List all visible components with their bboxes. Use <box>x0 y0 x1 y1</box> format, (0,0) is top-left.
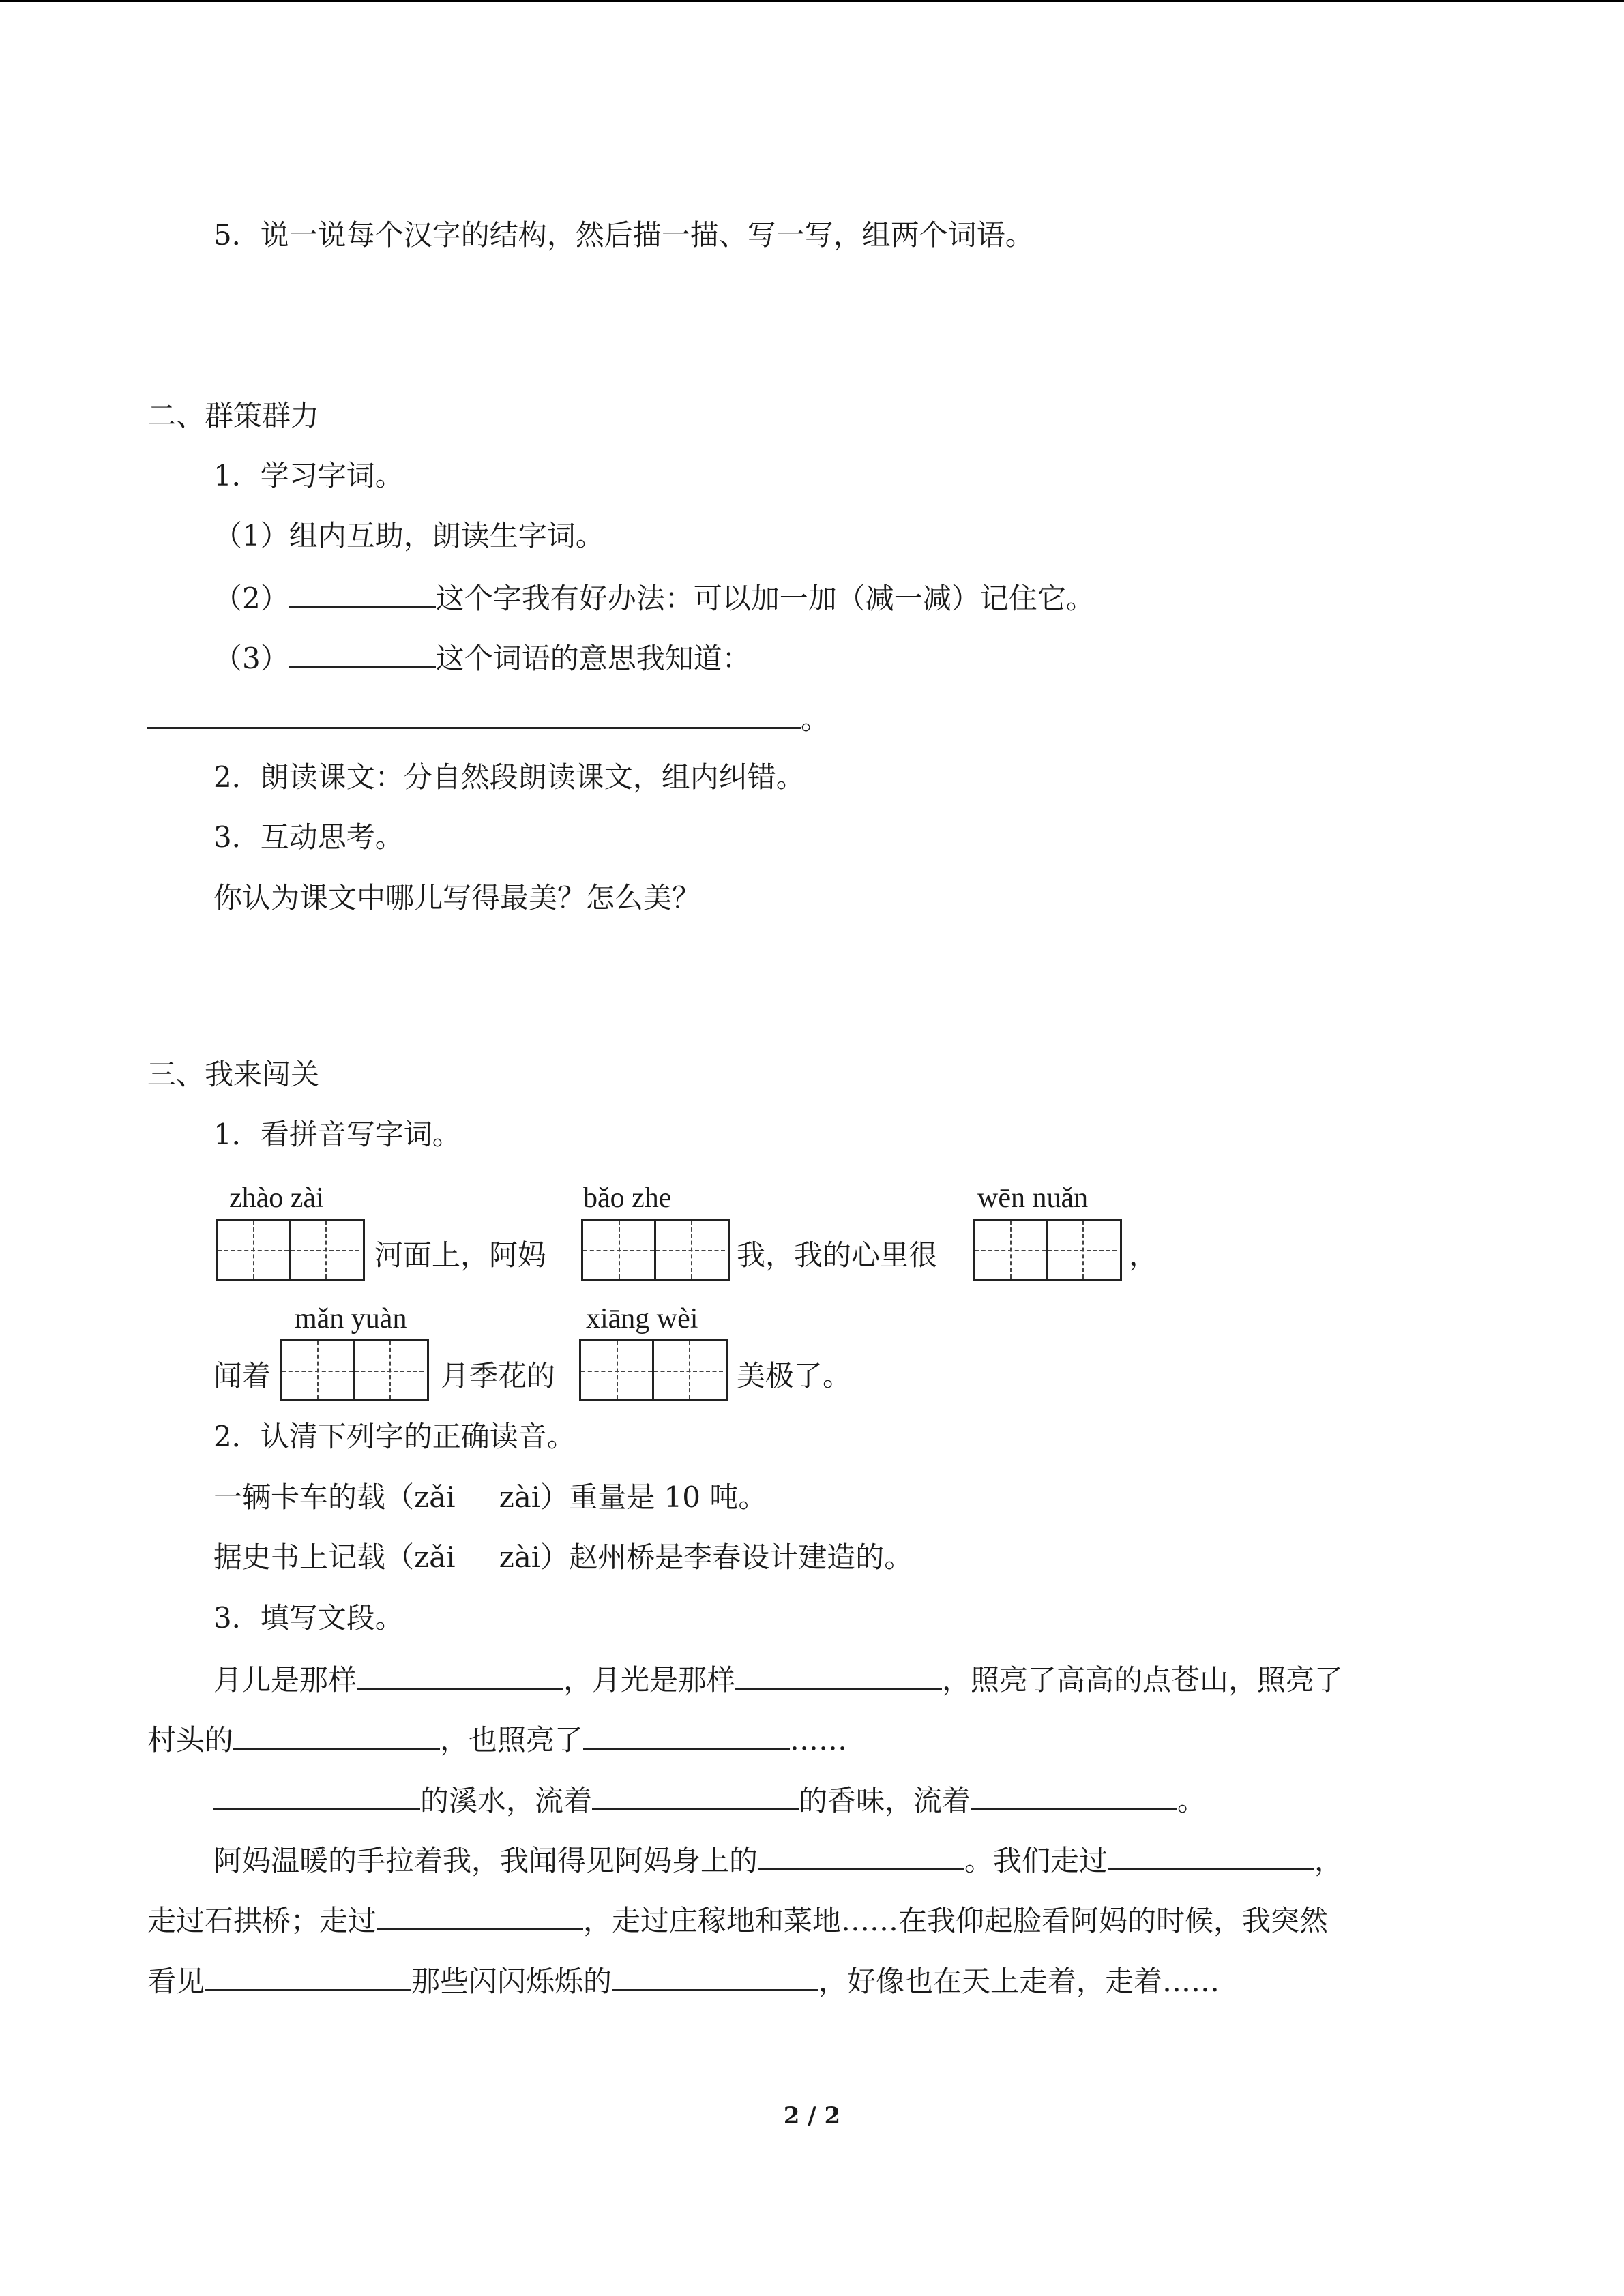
passage-text: ， <box>1314 1844 1344 1877</box>
fill-blank[interactable] <box>289 576 436 608</box>
passage-text: ，也照亮了 <box>440 1723 584 1757</box>
pinyin-4: mǎn yuàn <box>295 1303 407 1335</box>
fill-blank[interactable] <box>735 1658 942 1690</box>
row2-text-2: 美极了。 <box>737 1359 852 1392</box>
pinyin-5: xiāng wèi <box>586 1303 698 1335</box>
s2-q1-item-1: （1）组内互助，朗读生字词。 <box>213 519 604 552</box>
row1-text-1: 河面上，阿妈 <box>374 1238 547 1272</box>
row1-text-2: 我，我的心里很 <box>737 1238 938 1272</box>
row2-text-1: 月季花的 <box>441 1359 556 1392</box>
s3-q2-sentence-2 <box>213 1537 913 1578</box>
row1-text-3: ， <box>1129 1238 1158 1272</box>
fill-blank[interactable] <box>971 1778 1177 1810</box>
s3-question-3: 3．填写文段。 <box>213 1601 404 1635</box>
passage-text: 村头的 <box>147 1723 234 1757</box>
passage-text: …… <box>790 1723 848 1757</box>
s3-question-1: 1．看拼音写字词。 <box>213 1118 461 1151</box>
fill-blank[interactable] <box>205 1959 411 1991</box>
sentence-2-part-a: 据史书上记载（zǎi <box>213 1540 456 1574</box>
s2-question-3: 3．互动思考。 <box>213 820 404 854</box>
answer-line <box>147 697 829 740</box>
section-3-title: 三、我来闯关 <box>147 1058 320 1091</box>
pinyin-3: wēn nuǎn <box>977 1182 1089 1214</box>
sentence-1-part-a: 一辆卡车的载（zǎi <box>213 1480 456 1514</box>
fill-blank[interactable] <box>377 1898 583 1930</box>
section-2-title: 二、群策群力 <box>147 399 320 432</box>
fill-blank[interactable] <box>233 1718 440 1750</box>
char-grid-5[interactable] <box>579 1339 728 1401</box>
passage-text: 看见 <box>147 1965 205 1998</box>
passage-text: ，好像也在天上走着，走着…… <box>818 1965 1220 1998</box>
s3-question-2: 2．认清下列字的正确读音。 <box>213 1420 576 1453</box>
passage-text: ，照亮了高高的点苍山，照亮了 <box>942 1663 1344 1697</box>
s2-question-1: 1．学习字词。 <box>213 459 404 492</box>
passage-text: 的溪水，流着 <box>420 1784 593 1817</box>
passage-line-1 <box>213 1658 1343 1701</box>
question-5: 5．说一说每个汉字的结构，然后描一描、写一写，组两个词语。 <box>213 218 1034 252</box>
fill-blank[interactable] <box>213 1778 420 1810</box>
passage-line-2 <box>147 1718 847 1761</box>
fill-blank[interactable] <box>289 636 436 668</box>
fill-blank[interactable] <box>1108 1838 1314 1870</box>
pinyin-1: zhào zài <box>229 1182 324 1214</box>
passage-text: ，月光是那样 <box>563 1663 736 1697</box>
char-grid-1[interactable] <box>216 1219 365 1281</box>
fill-blank[interactable] <box>147 697 801 729</box>
item-3-prefix: （3） <box>213 642 289 675</box>
fill-blank[interactable] <box>583 1718 790 1750</box>
item-2-text: 这个字我有好办法：可以加一加（减一减）记住它。 <box>435 582 1095 615</box>
passage-line-3 <box>213 1778 1206 1821</box>
fill-blank[interactable] <box>758 1838 964 1870</box>
passage-text: 走过石拱桥；走过 <box>147 1904 377 1937</box>
passage-text: 月儿是那样 <box>213 1663 357 1697</box>
answer-end: 。 <box>801 702 830 736</box>
passage-text: 。 <box>1177 1784 1207 1817</box>
s2-question-2: 2．朗读课文：分自然段朗读课文，组内纠错。 <box>213 760 805 794</box>
passage-line-6 <box>147 1959 1220 2002</box>
passage-text: 阿妈温暖的手拉着我，我闻得见阿妈身上的 <box>213 1844 758 1877</box>
top-border <box>0 0 1624 2</box>
char-grid-3[interactable] <box>973 1219 1122 1281</box>
char-grid-2[interactable] <box>581 1219 730 1281</box>
sentence-1-part-b: zài）重量是 10 吨。 <box>499 1480 767 1514</box>
item-2-prefix: （2） <box>213 582 289 615</box>
passage-text: ，走过庄稼地和菜地……在我仰起脸看阿妈的时候，我突然 <box>583 1904 1329 1937</box>
passage-text: 。我们走过 <box>964 1844 1108 1877</box>
page-number: 2 / 2 <box>783 2102 841 2130</box>
sentence-2-part-b: zài）赵州桥是李春设计建造的。 <box>499 1540 913 1574</box>
pinyin-2: bǎo zhe <box>583 1182 672 1214</box>
row2-text-0: 闻着 <box>213 1359 271 1392</box>
passage-line-5 <box>147 1898 1328 1941</box>
item-3-text: 这个词语的意思我知道： <box>435 642 751 675</box>
fill-blank[interactable] <box>592 1778 799 1810</box>
passage-line-4 <box>213 1838 1343 1881</box>
passage-text: 的香味，流着 <box>799 1784 971 1817</box>
fill-blank[interactable] <box>612 1959 818 1991</box>
s2-q3-prompt: 你认为课文中哪儿写得最美？怎么美？ <box>213 881 701 914</box>
passage-text: 那些闪闪烁烁的 <box>411 1965 612 1998</box>
char-grid-4[interactable] <box>280 1339 429 1401</box>
s2-q1-item-2 <box>213 576 1095 619</box>
fill-blank[interactable] <box>357 1658 563 1690</box>
s2-q1-item-3 <box>213 636 751 679</box>
s3-q2-sentence-1 <box>213 1477 767 1518</box>
